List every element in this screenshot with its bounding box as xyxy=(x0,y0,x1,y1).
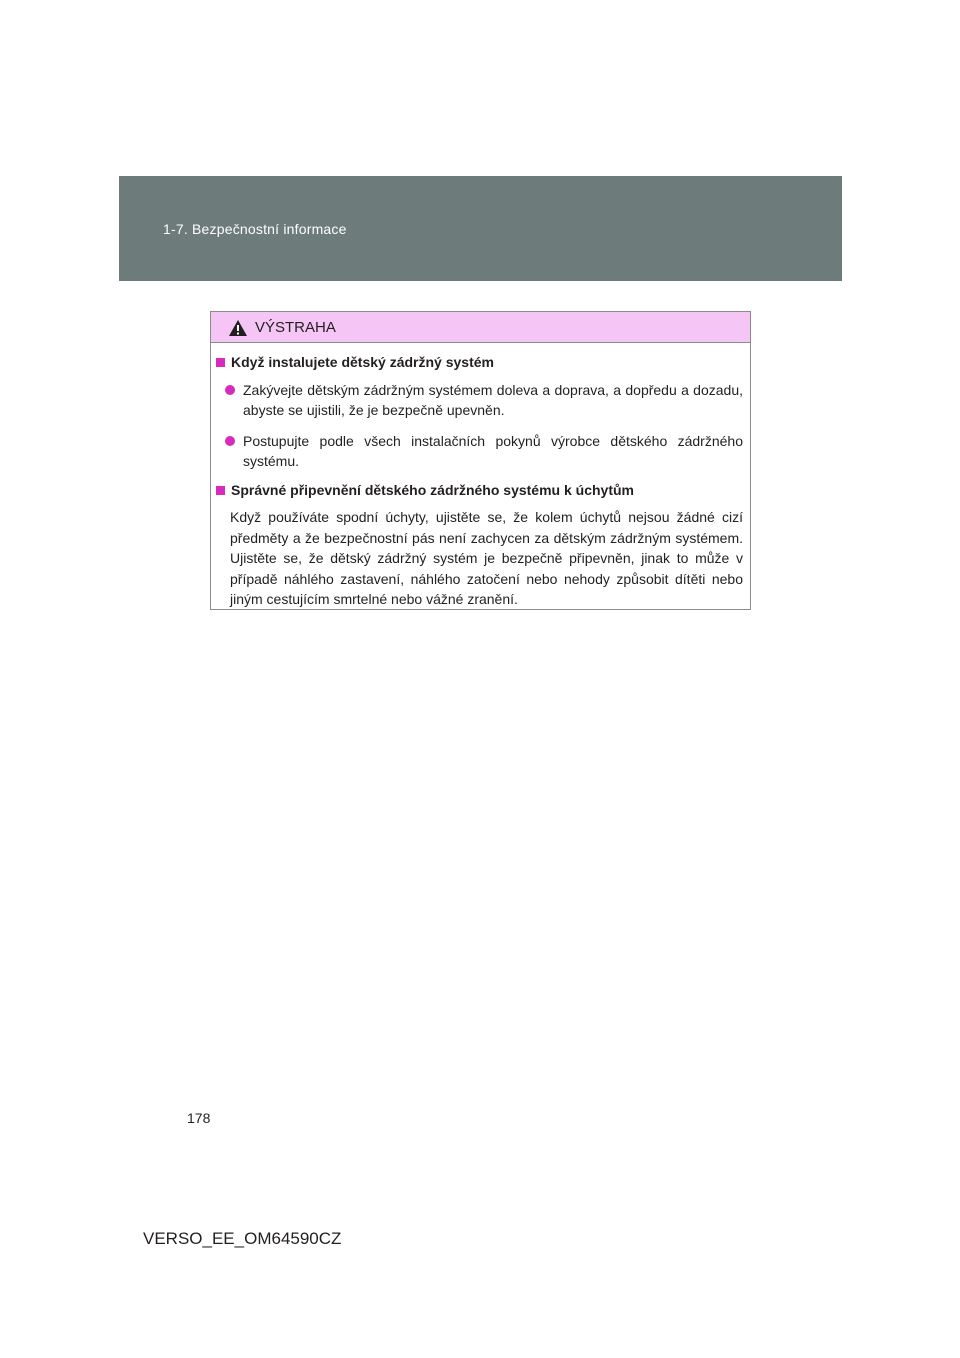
circle-bullet-icon xyxy=(225,436,235,446)
warning-triangle-icon xyxy=(228,319,248,337)
warning-box xyxy=(210,311,751,610)
square-bullet-icon xyxy=(216,358,225,367)
document-code: VERSO_EE_OM64590CZ xyxy=(143,1229,342,1248)
square-bullet-icon xyxy=(216,486,225,495)
warning-heading-anchors xyxy=(216,482,634,498)
bullet-text: Zakývejte dětským zádržným systémem doleva a doprava, a dopředu a dozadu, abyste se ujistili, že je bezpečně upevněn. xyxy=(243,382,743,418)
warning-header xyxy=(211,312,750,343)
bullet-item xyxy=(225,380,743,420)
section-title: 1-7. Bezpečnostní informace xyxy=(163,221,347,237)
section-header-band xyxy=(119,176,842,281)
warning-paragraph: Když používáte spodní úchyty, ujistěte se, že kolem úchytů nejsou žádné cizí předměty a že bezpečnostní pás není zachycen za dětským zádržným systémem. Ujistěte se, že dětský zádržný systém je bezpečně připevněn, jinak to může v případě náhlého zastavení, náhlého zatočení nebo nehody způsobit dítěti nebo jiným cestujícím smrtelné nebo vážné zranění. xyxy=(230,509,743,608)
warning-heading-install xyxy=(216,354,494,370)
warning-title: VÝSTRAHA xyxy=(255,319,336,336)
bullet-item xyxy=(225,431,743,471)
page-number: 178 xyxy=(187,1110,211,1126)
bullet-text: Postupujte podle všech instalačních pokynů výrobce dětského zádržného systému. xyxy=(243,433,743,469)
heading-text: Když instalujete dětský zádržný systém xyxy=(231,354,494,370)
circle-bullet-icon xyxy=(225,385,235,395)
heading-text: Správné připevnění dětského zádržného systému k úchytům xyxy=(231,482,634,498)
